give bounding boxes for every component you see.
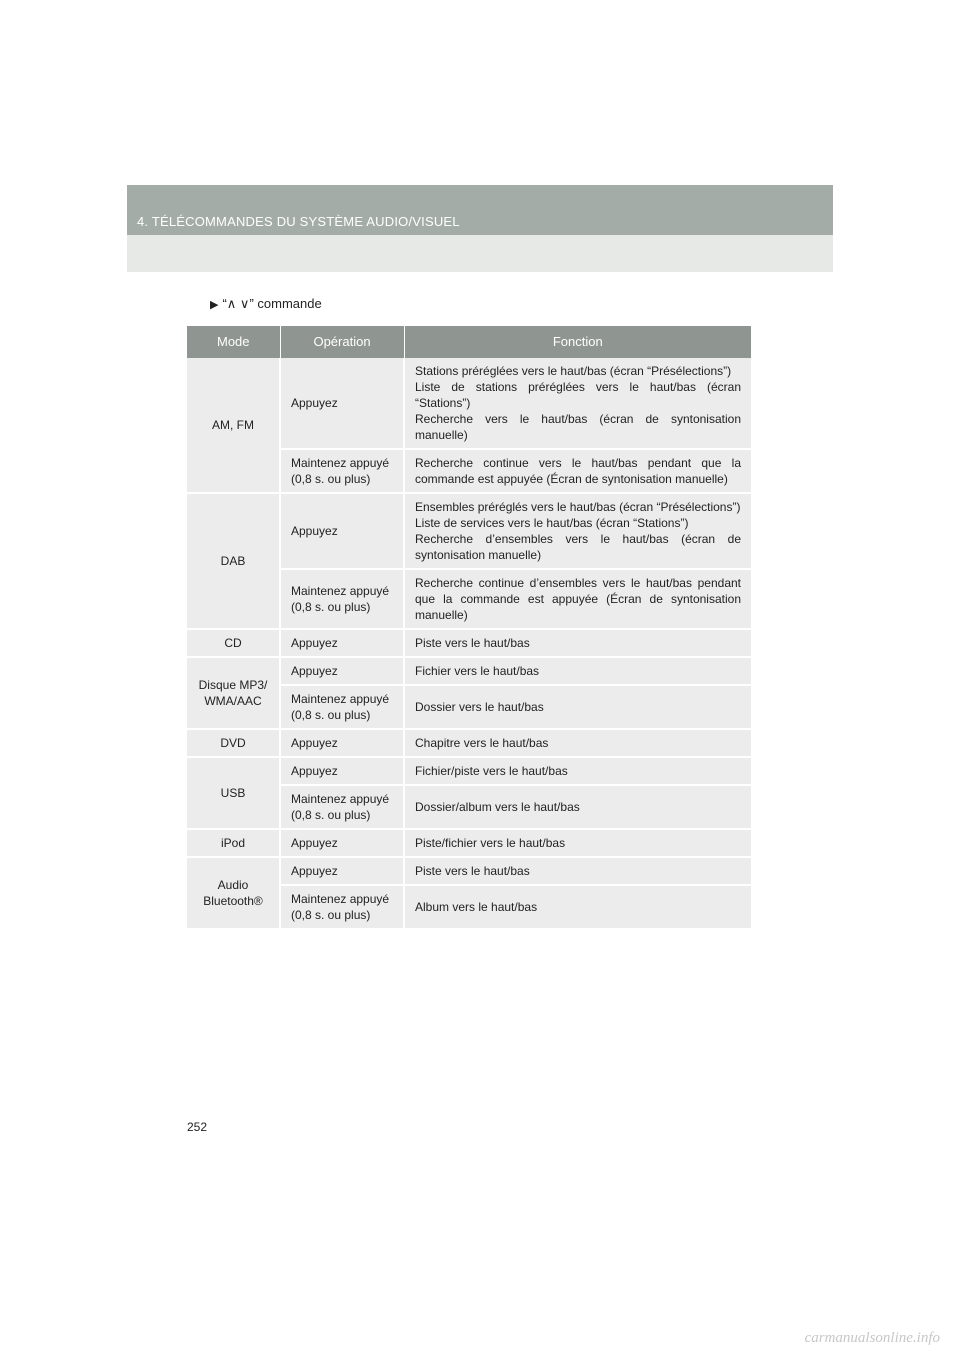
table-row (187, 729, 751, 757)
table-row (187, 829, 751, 857)
function-cell: Ensembles préréglés vers le haut/bas (écran “Présélections”) Liste de services vers le haut/bas (écran “Stations”) Recherche d’ensembles vers le haut/bas (écran de syntonisation manuelle) (404, 493, 751, 569)
operation-cell: Appuyez (280, 493, 404, 569)
mode-cell: iPod (187, 829, 280, 857)
subheading (210, 296, 322, 312)
section-header-bar (127, 185, 833, 235)
function-cell: Recherche continue d’ensembles vers le haut/bas pendant que la commande est appuyée (Écran de syntonisation manuelle) (404, 569, 751, 629)
function-cell: Album vers le haut/bas (404, 885, 751, 929)
section-header (127, 185, 833, 272)
triangle-bullet-icon: ▶ (210, 298, 219, 311)
operation-cell: Appuyez (280, 629, 404, 657)
table-body (187, 358, 751, 929)
subheading-label: “∧ ∨” commande (222, 296, 322, 311)
table-header-row (187, 326, 751, 358)
mode-cell: AM, FM (187, 358, 280, 493)
table-row (187, 757, 751, 785)
table-row (187, 629, 751, 657)
function-cell: Dossier/album vers le haut/bas (404, 785, 751, 829)
operation-cell: Appuyez (280, 358, 404, 449)
operation-cell: Maintenez appuyé (0,8 s. ou plus) (280, 449, 404, 493)
function-cell: Piste vers le haut/bas (404, 629, 751, 657)
table-row (187, 358, 751, 449)
operation-cell: Maintenez appuyé (0,8 s. ou plus) (280, 885, 404, 929)
operation-cell: Appuyez (280, 829, 404, 857)
function-cell: Chapitre vers le haut/bas (404, 729, 751, 757)
operation-cell: Maintenez appuyé (0,8 s. ou plus) (280, 685, 404, 729)
watermark: carmanualsonline.info (804, 1330, 940, 1346)
mode-cell: Disque MP3/ WMA/AAC (187, 657, 280, 729)
mode-cell: DAB (187, 493, 280, 629)
function-cell: Stations préréglées vers le haut/bas (écran “Présélections”) Liste de stations préréglées vers le haut/bas (écran “Stations”) Recherche vers le haut/bas (écran de syntonisation manuelle) (404, 358, 751, 449)
function-cell: Fichier vers le haut/bas (404, 657, 751, 685)
page-number: 252 (187, 1120, 208, 1134)
function-cell: Fichier/piste vers le haut/bas (404, 757, 751, 785)
column-header-mode: Mode (187, 326, 280, 358)
mode-cell: DVD (187, 729, 280, 757)
column-header-operation: Opération (280, 326, 404, 358)
column-header-function: Fonction (404, 326, 751, 358)
table-row (187, 857, 751, 885)
function-cell: Recherche continue vers le haut/bas pendant que la commande est appuyée (Écran de syntonisation manuelle) (404, 449, 751, 493)
operation-cell: Maintenez appuyé (0,8 s. ou plus) (280, 785, 404, 829)
table-row (187, 657, 751, 685)
operation-cell: Appuyez (280, 657, 404, 685)
operation-cell: Maintenez appuyé (0,8 s. ou plus) (280, 569, 404, 629)
function-cell: Piste vers le haut/bas (404, 857, 751, 885)
mode-cell: Audio Bluetooth® (187, 857, 280, 929)
operation-cell: Appuyez (280, 857, 404, 885)
function-cell: Dossier vers le haut/bas (404, 685, 751, 729)
operations-table (187, 326, 751, 930)
mode-cell: USB (187, 757, 280, 829)
mode-cell: CD (187, 629, 280, 657)
operation-cell: Appuyez (280, 757, 404, 785)
table-row (187, 493, 751, 569)
operation-cell: Appuyez (280, 729, 404, 757)
function-cell: Piste/fichier vers le haut/bas (404, 829, 751, 857)
section-title: 4. TÉLÉCOMMANDES DU SYSTÈME AUDIO/VISUEL (137, 214, 460, 229)
